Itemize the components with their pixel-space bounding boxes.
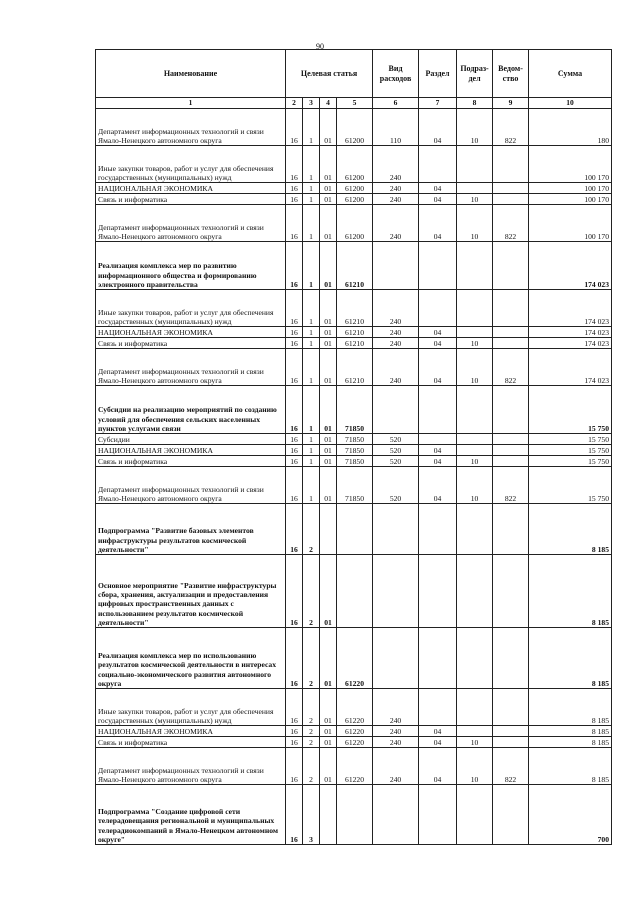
section [419, 290, 457, 327]
department-code [493, 327, 529, 338]
target-code-direction: 61220 [337, 689, 373, 726]
expense-type: 520 [373, 445, 419, 456]
target-code-event: 01 [320, 338, 337, 349]
expense-type [373, 242, 419, 290]
section: 04 [419, 338, 457, 349]
column-number-row [96, 98, 612, 109]
row-name: Связь и информатика [96, 338, 286, 349]
section: 04 [419, 467, 457, 504]
target-code-direction: 71850 [337, 445, 373, 456]
section: 04 [419, 737, 457, 748]
amount: 15 750 [529, 386, 612, 434]
amount: 15 750 [529, 445, 612, 456]
target-code-event: 01 [320, 434, 337, 445]
subsection [457, 689, 493, 726]
department-code [493, 737, 529, 748]
row-name: Субсидии [96, 434, 286, 445]
amount: 100 170 [529, 183, 612, 194]
target-code-event: 01 [320, 445, 337, 456]
table-row [96, 109, 612, 146]
target-code-direction: 61200 [337, 183, 373, 194]
amount: 174 023 [529, 327, 612, 338]
table-row [96, 467, 612, 504]
amount: 100 170 [529, 194, 612, 205]
target-code-event: 01 [320, 327, 337, 338]
expense-type: 240 [373, 338, 419, 349]
expense-type [373, 628, 419, 689]
amount: 174 023 [529, 290, 612, 327]
target-code-program: 16 [286, 386, 303, 434]
subsection [457, 290, 493, 327]
amount: 8 185 [529, 628, 612, 689]
table-row [96, 327, 612, 338]
subsection [457, 434, 493, 445]
table-row [96, 785, 612, 845]
table-body [96, 109, 612, 845]
target-code-subprogram: 1 [303, 327, 320, 338]
target-code-program: 16 [286, 628, 303, 689]
target-code-direction [337, 785, 373, 845]
expense-type: 240 [373, 689, 419, 726]
expense-type: 520 [373, 456, 419, 467]
row-name: Подпрограмма "Создание цифровой сети телерадовещания региональной и муниципальных телерадиокомпаний в Ямало-Ненецком автономном округе" [96, 785, 286, 845]
section: 04 [419, 748, 457, 785]
subsection [457, 504, 493, 555]
target-code-event: 01 [320, 183, 337, 194]
target-code-event: 01 [320, 467, 337, 504]
target-code-subprogram: 1 [303, 467, 320, 504]
target-code-subprogram: 1 [303, 456, 320, 467]
target-code-subprogram: 1 [303, 205, 320, 242]
column-number: 2 [286, 98, 303, 109]
target-code-event: 01 [320, 726, 337, 737]
target-code-program: 16 [286, 349, 303, 386]
target-code-subprogram: 2 [303, 748, 320, 785]
target-code-direction [337, 504, 373, 555]
amount: 180 [529, 109, 612, 146]
target-code-subprogram: 2 [303, 726, 320, 737]
expense-type: 240 [373, 205, 419, 242]
department-code [493, 785, 529, 845]
expense-type: 240 [373, 327, 419, 338]
subsection [457, 555, 493, 628]
amount: 174 023 [529, 338, 612, 349]
department-code [493, 456, 529, 467]
row-name: Реализация комплекса мер по развитию информационного общества и формированию электронного правительства [96, 242, 286, 290]
expense-type [373, 785, 419, 845]
column-number: 6 [373, 98, 419, 109]
target-code-direction: 61210 [337, 338, 373, 349]
table-row [96, 555, 612, 628]
column-number: 5 [337, 98, 373, 109]
row-name: Иные закупки товаров, работ и услуг для обеспечения государственных (муниципальных) нужд [96, 146, 286, 183]
subsection: 10 [457, 349, 493, 386]
target-code-direction: 61210 [337, 327, 373, 338]
amount: 700 [529, 785, 612, 845]
subsection [457, 242, 493, 290]
target-code-program: 16 [286, 504, 303, 555]
table-row [96, 338, 612, 349]
amount: 100 170 [529, 146, 612, 183]
target-code-program: 16 [286, 555, 303, 628]
table-row [96, 456, 612, 467]
row-name: Департамент информационных технологий и связи Ямало-Ненецкого автономного округа [96, 467, 286, 504]
row-name: Департамент информационных технологий и связи Ямало-Ненецкого автономного округа [96, 205, 286, 242]
table-row [96, 242, 612, 290]
target-code-event: 01 [320, 748, 337, 785]
target-code-subprogram: 2 [303, 504, 320, 555]
department-code [493, 434, 529, 445]
section: 04 [419, 456, 457, 467]
row-name: Реализация комплекса мер по использованию результатов космической деятельности в интересах социально-экономического развития автономного округа [96, 628, 286, 689]
subsection [457, 183, 493, 194]
section: 04 [419, 726, 457, 737]
header-name: Наименование [96, 50, 286, 98]
subsection: 10 [457, 205, 493, 242]
target-code-event: 01 [320, 205, 337, 242]
table-row [96, 737, 612, 748]
expense-type: 520 [373, 467, 419, 504]
subsection: 10 [457, 467, 493, 504]
expense-type: 520 [373, 434, 419, 445]
expense-type: 110 [373, 109, 419, 146]
target-code-event: 01 [320, 290, 337, 327]
subsection [457, 386, 493, 434]
section [419, 386, 457, 434]
section [419, 689, 457, 726]
target-code-subprogram: 1 [303, 183, 320, 194]
table-row [96, 183, 612, 194]
target-code-direction: 61220 [337, 748, 373, 785]
row-name: Основное мероприятие "Развитие инфраструктуры сбора, хранения, актуализации и предоставления цифровых пространственных данных с использованием результатов космической деятельности" [96, 555, 286, 628]
target-code-subprogram: 1 [303, 242, 320, 290]
column-number: 8 [457, 98, 493, 109]
target-code-direction: 61210 [337, 242, 373, 290]
department-code [493, 290, 529, 327]
row-name: НАЦИОНАЛЬНАЯ ЭКОНОМИКА [96, 445, 286, 456]
table-row [96, 445, 612, 456]
row-name: Иные закупки товаров, работ и услуг для обеспечения государственных (муниципальных) нужд [96, 290, 286, 327]
target-code-event: 01 [320, 386, 337, 434]
section: 04 [419, 109, 457, 146]
table-row [96, 386, 612, 434]
target-code-program: 16 [286, 290, 303, 327]
target-code-program: 16 [286, 726, 303, 737]
subsection: 10 [457, 338, 493, 349]
target-code-event: 01 [320, 555, 337, 628]
target-code-program: 16 [286, 146, 303, 183]
column-number: 10 [529, 98, 612, 109]
table-row [96, 504, 612, 555]
amount: 174 023 [529, 349, 612, 386]
target-code-direction: 61200 [337, 109, 373, 146]
expense-type: 240 [373, 726, 419, 737]
section: 04 [419, 445, 457, 456]
target-code-event: 01 [320, 242, 337, 290]
department-code [493, 338, 529, 349]
table-row [96, 434, 612, 445]
amount: 8 185 [529, 504, 612, 555]
header-target: Целевая статья [286, 50, 373, 98]
target-code-direction: 71850 [337, 467, 373, 504]
table-row [96, 146, 612, 183]
header-expense-type: Вид расходов [373, 50, 419, 98]
row-name: Подпрограмма "Развитие базовых элементов инфраструктуры результатов космической деятельности" [96, 504, 286, 555]
expense-type [373, 504, 419, 555]
header-amount: Сумма [529, 50, 612, 98]
target-code-program: 16 [286, 205, 303, 242]
department-code [493, 726, 529, 737]
department-code [493, 689, 529, 726]
section: 04 [419, 349, 457, 386]
expense-type [373, 386, 419, 434]
target-code-event: 01 [320, 628, 337, 689]
target-code-program: 16 [286, 445, 303, 456]
section: 04 [419, 205, 457, 242]
target-code-direction: 61220 [337, 726, 373, 737]
target-code-program: 16 [286, 338, 303, 349]
department-code [493, 386, 529, 434]
target-code-program: 16 [286, 242, 303, 290]
target-code-program: 16 [286, 748, 303, 785]
target-code-program: 16 [286, 737, 303, 748]
target-code-direction: 71850 [337, 434, 373, 445]
row-name: НАЦИОНАЛЬНАЯ ЭКОНОМИКА [96, 726, 286, 737]
target-code-subprogram: 1 [303, 290, 320, 327]
target-code-subprogram: 1 [303, 146, 320, 183]
row-name: Департамент информационных технологий и связи Ямало-Ненецкого автономного округа [96, 349, 286, 386]
department-code: 822 [493, 748, 529, 785]
section [419, 504, 457, 555]
subsection: 10 [457, 737, 493, 748]
target-code-program: 16 [286, 434, 303, 445]
table-row [96, 290, 612, 327]
column-number: 1 [96, 98, 286, 109]
column-number: 3 [303, 98, 320, 109]
subsection: 10 [457, 748, 493, 785]
target-code-subprogram: 3 [303, 785, 320, 845]
row-name: Иные закупки товаров, работ и услуг для обеспечения государственных (муниципальных) нужд [96, 689, 286, 726]
section [419, 555, 457, 628]
table-row [96, 205, 612, 242]
target-code-event: 01 [320, 737, 337, 748]
budget-table [95, 49, 612, 845]
amount: 15 750 [529, 434, 612, 445]
section: 04 [419, 183, 457, 194]
target-code-event: 01 [320, 689, 337, 726]
amount: 174 023 [529, 242, 612, 290]
column-number: 9 [493, 98, 529, 109]
subsection: 10 [457, 194, 493, 205]
section: 04 [419, 194, 457, 205]
amount: 15 750 [529, 467, 612, 504]
target-code-subprogram: 1 [303, 349, 320, 386]
target-code-program: 16 [286, 194, 303, 205]
row-name: Субсидии на реализацию мероприятий по созданию условий для обеспечения сельских населенных пунктов услугами связи [96, 386, 286, 434]
subsection: 10 [457, 456, 493, 467]
subsection [457, 628, 493, 689]
amount: 8 185 [529, 689, 612, 726]
header-department: Ведом-ство [493, 50, 529, 98]
department-code: 822 [493, 349, 529, 386]
subsection [457, 327, 493, 338]
expense-type: 240 [373, 194, 419, 205]
amount: 100 170 [529, 205, 612, 242]
header-section: Раздел [419, 50, 457, 98]
row-name: НАЦИОНАЛЬНАЯ ЭКОНОМИКА [96, 327, 286, 338]
subsection: 10 [457, 109, 493, 146]
row-name: НАЦИОНАЛЬНАЯ ЭКОНОМИКА [96, 183, 286, 194]
row-name: Связь и информатика [96, 737, 286, 748]
expense-type: 240 [373, 737, 419, 748]
target-code-event [320, 785, 337, 845]
target-code-direction: 61210 [337, 349, 373, 386]
row-name: Департамент информационных технологий и связи Ямало-Ненецкого автономного округа [96, 109, 286, 146]
target-code-program: 16 [286, 456, 303, 467]
target-code-direction: 61200 [337, 146, 373, 183]
amount: 8 185 [529, 737, 612, 748]
column-number: 7 [419, 98, 457, 109]
department-code: 822 [493, 467, 529, 504]
target-code-direction: 61220 [337, 628, 373, 689]
row-name: Связь и информатика [96, 456, 286, 467]
table-header-row [96, 50, 612, 98]
expense-type: 240 [373, 183, 419, 194]
target-code-program: 16 [286, 327, 303, 338]
row-name: Связь и информатика [96, 194, 286, 205]
target-code-subprogram: 2 [303, 689, 320, 726]
expense-type: 240 [373, 748, 419, 785]
target-code-subprogram: 1 [303, 109, 320, 146]
department-code [493, 146, 529, 183]
target-code-program: 16 [286, 785, 303, 845]
table-row [96, 748, 612, 785]
page-number: 90 [316, 42, 324, 51]
target-code-direction: 61200 [337, 205, 373, 242]
department-code [493, 242, 529, 290]
department-code [493, 555, 529, 628]
table-row [96, 349, 612, 386]
department-code [493, 628, 529, 689]
subsection [457, 785, 493, 845]
target-code-subprogram: 1 [303, 338, 320, 349]
target-code-event [320, 504, 337, 555]
target-code-program: 16 [286, 689, 303, 726]
table-row [96, 689, 612, 726]
target-code-event: 01 [320, 109, 337, 146]
target-code-subprogram: 2 [303, 737, 320, 748]
target-code-event: 01 [320, 349, 337, 386]
target-code-subprogram: 1 [303, 434, 320, 445]
expense-type: 240 [373, 146, 419, 183]
expense-type [373, 555, 419, 628]
column-number: 4 [320, 98, 337, 109]
section [419, 146, 457, 183]
target-code-event: 01 [320, 194, 337, 205]
target-code-direction: 61200 [337, 194, 373, 205]
amount: 8 185 [529, 748, 612, 785]
target-code-direction: 71850 [337, 386, 373, 434]
section [419, 434, 457, 445]
subsection [457, 726, 493, 737]
amount: 8 185 [529, 726, 612, 737]
target-code-direction: 71850 [337, 456, 373, 467]
row-name: Департамент информационных технологий и связи Ямало-Ненецкого автономного округа [96, 748, 286, 785]
subsection [457, 146, 493, 183]
target-code-program: 16 [286, 183, 303, 194]
amount: 8 185 [529, 555, 612, 628]
department-code [493, 504, 529, 555]
target-code-subprogram: 2 [303, 628, 320, 689]
section: 04 [419, 327, 457, 338]
section [419, 785, 457, 845]
target-code-direction [337, 555, 373, 628]
target-code-program: 16 [286, 109, 303, 146]
target-code-direction: 61220 [337, 737, 373, 748]
target-code-subprogram: 1 [303, 445, 320, 456]
department-code [493, 445, 529, 456]
expense-type: 240 [373, 290, 419, 327]
table-row [96, 194, 612, 205]
header-subsection: Подраз-дел [457, 50, 493, 98]
subsection [457, 445, 493, 456]
department-code: 822 [493, 109, 529, 146]
table-row [96, 726, 612, 737]
table-row [96, 628, 612, 689]
target-code-program: 16 [286, 467, 303, 504]
target-code-event: 01 [320, 456, 337, 467]
target-code-subprogram: 2 [303, 555, 320, 628]
section [419, 628, 457, 689]
department-code [493, 183, 529, 194]
target-code-subprogram: 1 [303, 194, 320, 205]
target-code-direction: 61210 [337, 290, 373, 327]
expense-type: 240 [373, 349, 419, 386]
section [419, 242, 457, 290]
target-code-subprogram: 1 [303, 386, 320, 434]
department-code [493, 194, 529, 205]
department-code: 822 [493, 205, 529, 242]
target-code-event: 01 [320, 146, 337, 183]
amount: 15 750 [529, 456, 612, 467]
